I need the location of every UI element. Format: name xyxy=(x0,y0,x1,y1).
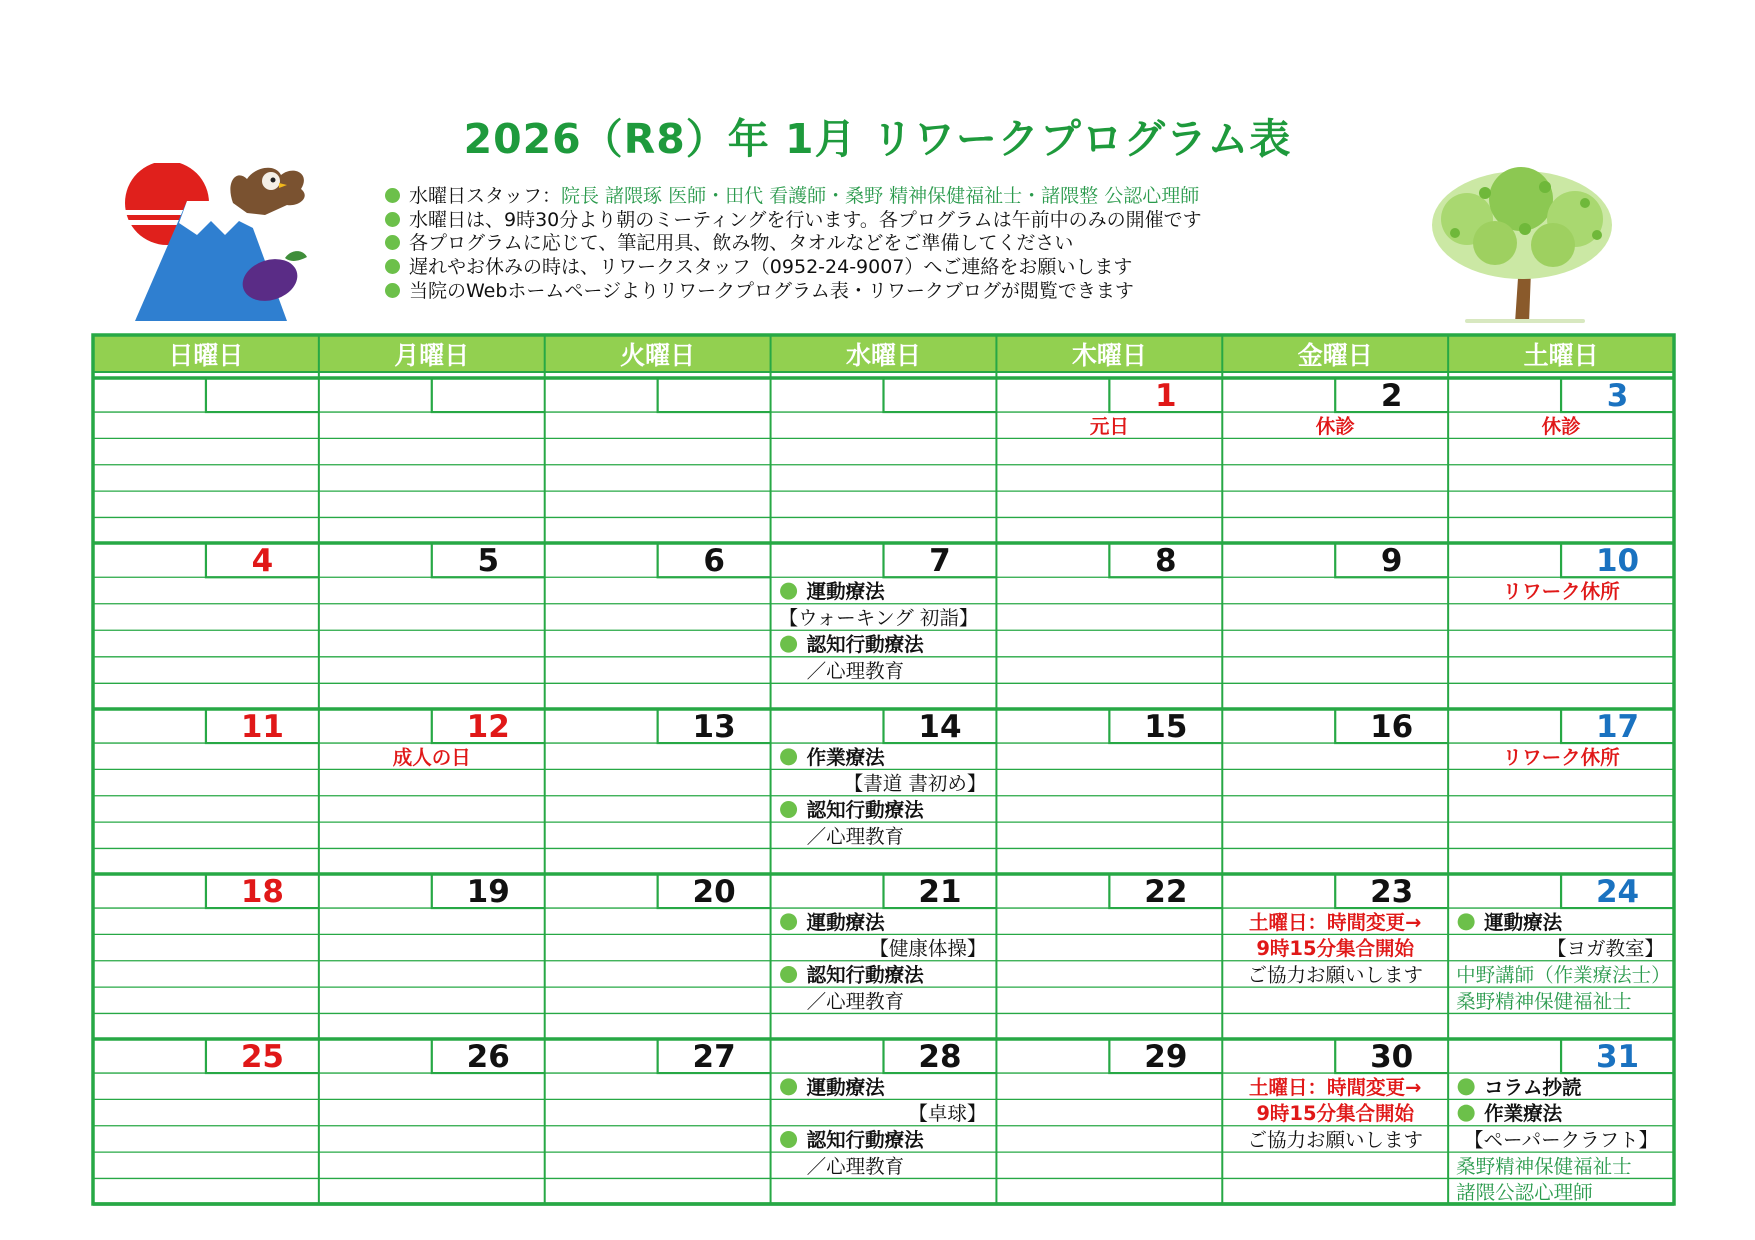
day-number: 23 xyxy=(1370,873,1414,910)
day-number-box xyxy=(206,378,319,412)
day-number: 6 xyxy=(703,543,725,580)
info-contact-text: 遅れやお休みの時は、リワークスタッフ（0952-24-9007）へご連絡をお願いします xyxy=(409,256,1133,279)
day-number: 28 xyxy=(918,1038,962,1075)
weekday-header-label: 木曜日 xyxy=(1071,341,1147,370)
day-number: 10 xyxy=(1595,543,1640,580)
event-text: 成人の日 xyxy=(392,745,471,769)
day-number: 1 xyxy=(1155,377,1177,414)
day-cell xyxy=(1109,1039,1222,1075)
day-cell xyxy=(1542,378,1674,438)
weekday-header-label: 水曜日 xyxy=(845,341,922,370)
day-cell xyxy=(658,709,771,745)
day-number: 11 xyxy=(240,708,284,745)
event-text: 運動療法 xyxy=(806,910,885,934)
day-cell xyxy=(1456,1039,1674,1204)
day-cell xyxy=(779,543,997,683)
event-text: 桑野精神保健福祉士 xyxy=(1456,1154,1632,1178)
weekday-header-label: 日曜日 xyxy=(168,341,244,370)
weekday-header-label: 土曜日 xyxy=(1523,341,1599,370)
bullet-icon xyxy=(780,801,797,818)
bullet-icon xyxy=(780,583,797,600)
day-cell xyxy=(1109,709,1222,745)
day-cell xyxy=(206,543,319,579)
day-number: 27 xyxy=(692,1038,736,1075)
day-number: 26 xyxy=(466,1038,510,1075)
event-text: 認知行動療法 xyxy=(806,798,924,822)
day-cell xyxy=(432,1039,545,1075)
event-text: ／心理教育 xyxy=(806,659,905,683)
event-text: 認知行動療法 xyxy=(806,963,924,987)
weekday-header-label: 火曜日 xyxy=(620,341,696,370)
event-text: 認知行動療法 xyxy=(806,633,924,657)
event-text: 運動療法 xyxy=(806,580,885,604)
event-text: 桑野精神保健福祉士 xyxy=(1456,989,1632,1013)
day-number: 13 xyxy=(692,708,736,745)
info-staff-prefix: 水曜日スタッフ： xyxy=(409,185,562,207)
day-number: 5 xyxy=(477,543,500,580)
day-cell xyxy=(1109,874,1222,910)
event-text: 【ペーパークラフト】 xyxy=(1464,1128,1659,1152)
info-web-text: 当院のWebホームページよりリワークプログラム表・リワークブログが閲覧できます xyxy=(409,279,1134,302)
day-cell xyxy=(658,378,771,412)
event-text: 休診 xyxy=(1541,414,1581,438)
bullet-icon xyxy=(1458,913,1475,930)
day-cell xyxy=(1335,709,1448,745)
event-text: 土曜日：時間変更→ xyxy=(1249,910,1422,934)
day-cell xyxy=(206,709,319,745)
day-number: 22 xyxy=(1144,873,1188,910)
info-meeting-text: 水曜日は、9時30分より朝のミーティングを行います。各プログラムは午前中のみの開催です xyxy=(409,208,1202,231)
day-number-box xyxy=(658,378,771,412)
event-text: 運動療法 xyxy=(806,1075,885,1099)
day-cell xyxy=(1456,874,1674,1013)
day-cell xyxy=(393,709,545,769)
day-number: 21 xyxy=(918,873,962,910)
day-number-box xyxy=(432,378,545,412)
event-text: ご協力お願いします xyxy=(1247,1128,1423,1152)
bullet-icon xyxy=(1458,1105,1475,1122)
day-cell xyxy=(206,874,319,910)
day-cell xyxy=(432,378,545,412)
day-number: 31 xyxy=(1595,1038,1640,1075)
event-text: 中野講師（作業療法士） xyxy=(1456,963,1671,987)
bullet-icon xyxy=(1458,1078,1475,1095)
day-number: 8 xyxy=(1155,543,1177,580)
weekday-header-label: 金曜日 xyxy=(1297,341,1373,370)
bullet-icon xyxy=(780,748,797,765)
day-cell xyxy=(884,378,997,412)
event-text: 9時15分集合開始 xyxy=(1256,1102,1415,1126)
day-cell xyxy=(1247,874,1448,987)
day-cell xyxy=(1316,378,1448,438)
bullet-icon xyxy=(780,913,797,930)
day-cell xyxy=(658,543,771,579)
weekday-header-label: 月曜日 xyxy=(394,341,470,370)
day-cell xyxy=(432,874,545,910)
bullet-icon xyxy=(780,1131,797,1148)
day-number: 3 xyxy=(1606,377,1629,414)
day-number: 2 xyxy=(1380,377,1403,414)
day-cell xyxy=(1335,543,1448,579)
day-number: 15 xyxy=(1144,708,1188,745)
day-number: 16 xyxy=(1370,708,1414,745)
day-number: 24 xyxy=(1595,873,1640,910)
event-text: 認知行動療法 xyxy=(806,1128,924,1152)
day-number-box xyxy=(884,378,997,412)
event-text: ／心理教育 xyxy=(806,824,905,848)
event-text: ／心理教育 xyxy=(806,989,905,1013)
event-text: 作業療法 xyxy=(1484,1102,1563,1126)
event-text: 休診 xyxy=(1315,414,1355,438)
event-text: 【卓球】 xyxy=(908,1102,987,1126)
day-number: 12 xyxy=(466,708,510,745)
day-cell xyxy=(206,378,319,412)
event-text: 土曜日：時間変更→ xyxy=(1249,1075,1422,1099)
bullet-icon xyxy=(780,966,797,983)
info-staff-names: 院長 諸隈琢 医師・田代 看護師・桑野 精神保健福祉士・諸隈整 公認心理師 xyxy=(561,185,1200,207)
day-number: 30 xyxy=(1370,1038,1414,1075)
page-title: 2026（R8）年 1月 リワークプログラム表 xyxy=(463,115,1292,163)
event-text: 元日 xyxy=(1089,414,1129,438)
day-cell xyxy=(1090,378,1222,438)
day-number: 29 xyxy=(1144,1038,1188,1075)
event-text: 【書道 書初め】 xyxy=(843,772,987,796)
day-number: 9 xyxy=(1380,543,1403,580)
event-text: リワーク休所 xyxy=(1502,745,1620,769)
event-text: リワーク休所 xyxy=(1502,580,1620,604)
day-cell xyxy=(1109,543,1222,579)
day-number: 19 xyxy=(466,873,510,910)
day-cell xyxy=(432,543,545,579)
day-number: 20 xyxy=(692,873,736,910)
event-text: 【健康体操】 xyxy=(869,937,987,961)
day-number: 25 xyxy=(240,1038,284,1075)
event-text: 9時15分集合開始 xyxy=(1256,937,1415,961)
event-text: コラム抄読 xyxy=(1484,1075,1582,1099)
day-cell xyxy=(206,1039,319,1075)
day-number: 14 xyxy=(918,708,962,745)
event-text: ご協力お願いします xyxy=(1247,963,1423,987)
day-number: 17 xyxy=(1595,708,1640,745)
day-cell xyxy=(1503,543,1674,603)
event-text: ／心理教育 xyxy=(806,1154,905,1178)
event-text: 【ヨガ教室】 xyxy=(1546,937,1664,961)
day-number: 18 xyxy=(240,873,284,910)
day-cell xyxy=(658,1039,771,1075)
day-cell xyxy=(1503,709,1674,769)
event-text: 作業療法 xyxy=(806,745,885,769)
day-cell xyxy=(780,1039,996,1178)
day-number: 4 xyxy=(251,543,274,580)
day-cell xyxy=(780,874,996,1013)
event-text: 運動療法 xyxy=(1484,910,1563,934)
day-cell xyxy=(780,709,996,848)
day-cell xyxy=(1247,1039,1448,1152)
bullet-icon xyxy=(780,636,797,653)
bullet-icon xyxy=(780,1078,797,1095)
info-items-text: 各プログラムに応じて、筆記用具、飲み物、タオルなどをご準備してください xyxy=(409,232,1074,255)
event-text: 諸隈公認心理師 xyxy=(1456,1181,1593,1205)
day-number: 7 xyxy=(929,543,951,580)
day-cell xyxy=(658,874,771,910)
event-text: 【ウォーキング 初詣】 xyxy=(778,606,979,630)
